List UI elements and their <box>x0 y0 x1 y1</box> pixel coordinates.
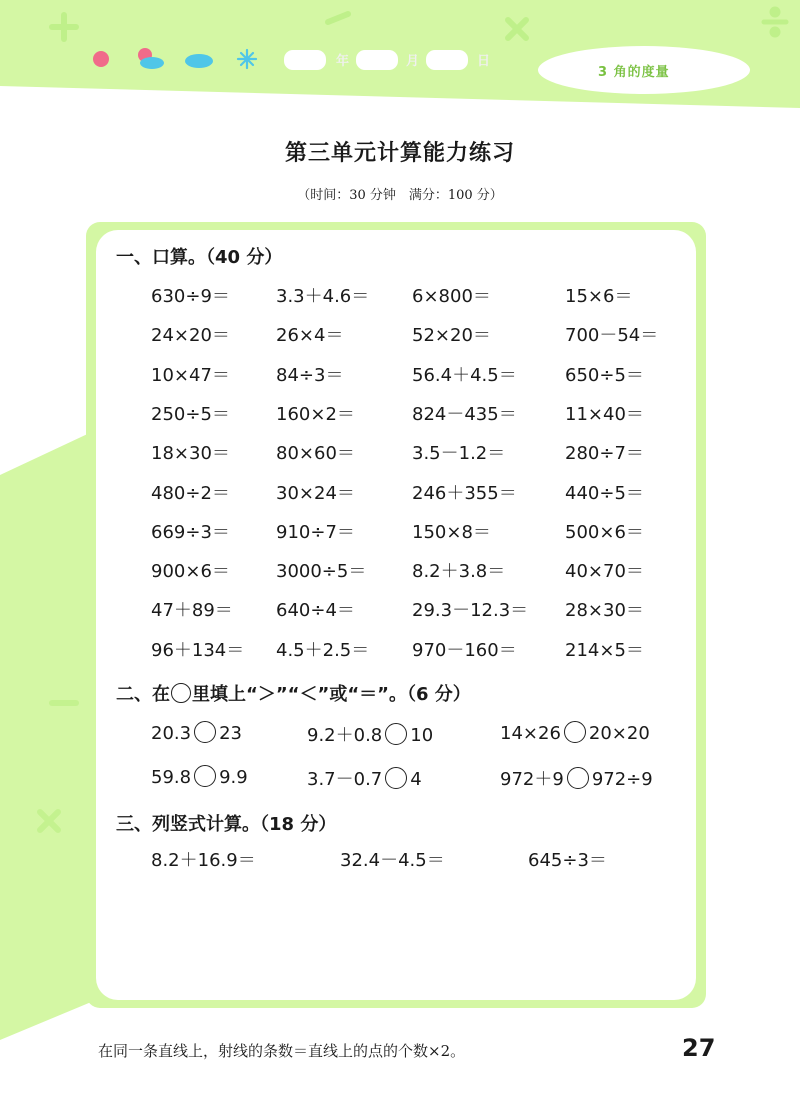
page-number: 27 <box>682 1034 716 1062</box>
mental-math-problem: 3.5－1.2＝ <box>412 443 506 464</box>
left-side-band <box>0 430 96 1040</box>
mental-math-problem: 3000÷5＝ <box>276 561 367 582</box>
answer-circle[interactable] <box>385 723 407 745</box>
mental-math-problem: 900×6＝ <box>151 561 230 582</box>
compare-left: 20.3 <box>151 723 192 744</box>
mental-math-problem: 15×6＝ <box>565 286 633 307</box>
compare-item <box>151 721 242 744</box>
unit-title: 3 角的度量 <box>598 65 670 80</box>
mental-math-problem: 250÷5＝ <box>151 404 230 425</box>
mental-math-problem: 640÷4＝ <box>276 600 355 621</box>
compare-left: 9.2＋0.8 <box>307 725 383 746</box>
year-label: 年 <box>336 54 350 69</box>
mental-math-problem: 24×20＝ <box>151 325 230 346</box>
compare-item <box>151 765 248 788</box>
page-title: 第三单元计算能力练习 <box>284 141 515 166</box>
mental-math-problem: 80×60＝ <box>276 443 355 464</box>
mental-math-problem: 6×800＝ <box>412 286 491 307</box>
mental-math-problem: 480÷2＝ <box>151 483 230 504</box>
footer-tip: 在同一条直线上，射线的条数＝直线上的点的个数×2。 <box>98 1042 466 1060</box>
vertical-calc-problem: 32.4－4.5＝ <box>340 850 445 871</box>
mental-math-problem: 18×30＝ <box>151 443 230 464</box>
mental-math-problem: 11×40＝ <box>565 404 644 425</box>
mental-math-problem: 56.4＋4.5＝ <box>412 365 517 386</box>
mental-math-problem: 824－435＝ <box>412 404 517 425</box>
compare-left: 14×26 <box>500 723 561 744</box>
day-box[interactable] <box>426 50 468 70</box>
mental-math-problem: 700－54＝ <box>565 325 659 346</box>
answer-circle[interactable] <box>385 767 407 789</box>
answer-circle[interactable] <box>194 721 216 743</box>
compare-right: 20×20 <box>588 723 650 744</box>
mental-math-problem: 280÷7＝ <box>565 443 644 464</box>
section2-title <box>116 680 471 706</box>
section1-title: 一、口算。（40 分） <box>116 247 283 268</box>
mental-math-problem: 10×47＝ <box>151 365 230 386</box>
mental-math-problem: 650÷5＝ <box>565 365 644 386</box>
vertical-calc-problem: 8.2＋16.9＝ <box>151 850 256 871</box>
compare-right: 9.9 <box>219 767 248 788</box>
month-label: 月 <box>406 54 420 69</box>
mental-math-problem: 52×20＝ <box>412 325 491 346</box>
mental-math-problem: 84÷3＝ <box>276 365 344 386</box>
sunny-icon <box>93 51 109 67</box>
page-subtitle: （时间：30 分钟 满分：100 分） <box>297 188 503 203</box>
answer-circle[interactable] <box>564 721 586 743</box>
compare-item <box>500 765 653 791</box>
mental-math-problem: 4.5＋2.5＝ <box>276 640 370 661</box>
compare-left: 972＋9 <box>500 769 564 790</box>
mental-math-problem: 970－160＝ <box>412 640 517 661</box>
mental-math-problem: 28×30＝ <box>565 600 644 621</box>
answer-circle[interactable] <box>567 767 589 789</box>
mental-math-problem: 669÷3＝ <box>151 522 230 543</box>
day-label: 日 <box>477 54 491 69</box>
compare-right: 23 <box>219 723 242 744</box>
mental-math-problem: 214×5＝ <box>565 640 644 661</box>
compare-item <box>307 721 433 747</box>
mental-math-problem: 500×6＝ <box>565 522 644 543</box>
circle-icon <box>171 683 191 703</box>
month-box[interactable] <box>356 50 398 70</box>
year-box[interactable] <box>284 50 326 70</box>
compare-item <box>500 721 650 744</box>
mental-math-problem: 3.3＋4.6＝ <box>276 286 370 307</box>
mental-math-problem: 96＋134＝ <box>151 640 245 661</box>
cloud-icon <box>185 54 213 68</box>
section3-title: 三、列竖式计算。（18 分） <box>116 814 337 835</box>
mental-math-problem: 440÷5＝ <box>565 483 644 504</box>
mental-math-problem: 160×2＝ <box>276 404 355 425</box>
mental-math-problem: 30×24＝ <box>276 483 355 504</box>
compare-item <box>307 765 422 791</box>
mental-math-problem: 246＋355＝ <box>412 483 517 504</box>
mental-math-problem: 630÷9＝ <box>151 286 230 307</box>
vertical-calc-problem: 645÷3＝ <box>528 850 607 871</box>
mental-math-problem: 40×70＝ <box>565 561 644 582</box>
section2-title-start: 二、在 <box>116 684 170 705</box>
compare-left: 3.7－0.7 <box>307 769 383 790</box>
mental-math-problem: 150×8＝ <box>412 522 491 543</box>
compare-right: 972÷9 <box>591 769 653 790</box>
mental-math-problem: 910÷7＝ <box>276 522 355 543</box>
compare-right: 10 <box>410 725 434 746</box>
answer-circle[interactable] <box>194 765 216 787</box>
mental-math-problem: 47＋89＝ <box>151 600 233 621</box>
mental-math-problem: 26×4＝ <box>276 325 344 346</box>
compare-right: 4 <box>410 769 422 790</box>
mental-math-problem: 29.3－12.3＝ <box>412 600 529 621</box>
mental-math-problem: 8.2＋3.8＝ <box>412 561 506 582</box>
section2-title-end: 里填上“＞”“＜”或“＝”。（6 分） <box>192 684 471 705</box>
snow-icon <box>238 50 256 68</box>
compare-left: 59.8 <box>151 767 192 788</box>
